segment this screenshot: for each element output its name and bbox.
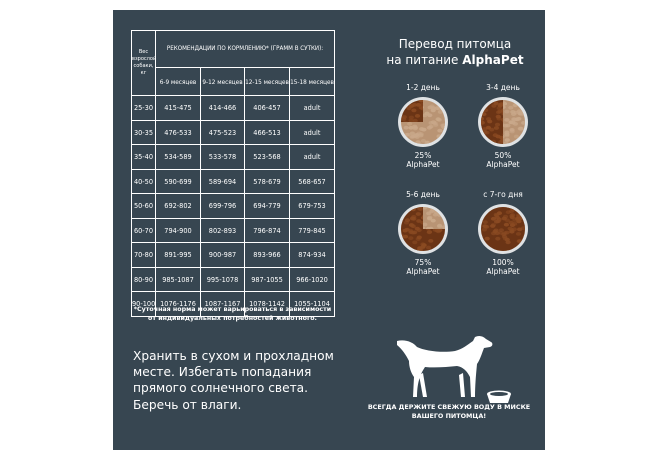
portion-cell: 694-779 [245, 194, 290, 219]
table-row [132, 96, 335, 121]
weight-cell: 30-35 [132, 120, 156, 145]
portion-cell: 900-987 [201, 243, 245, 268]
period-header: 6-9 месяцев [156, 68, 201, 96]
portion-cell: 679-753 [290, 194, 335, 219]
packaging-panel [113, 10, 545, 450]
portion-cell: 995-1078 [201, 267, 245, 292]
weight-cell: 60-70 [132, 218, 156, 243]
transition-title-line2 [365, 52, 545, 68]
period-header-row [132, 68, 335, 96]
portion-cell: adult [290, 120, 335, 145]
stage-percent: 100% [492, 258, 514, 267]
food-bowl-icon [397, 203, 449, 255]
footnote: *Суточная норма может варьироваться в зависимости от индивидуальных потребностей животного. [133, 306, 332, 322]
portion-cell: 578-679 [245, 169, 290, 194]
stage-day-label: 5-6 день [406, 190, 440, 199]
table-row [132, 120, 335, 145]
food-bowl-icon [477, 203, 529, 255]
weight-cell: 70-80 [132, 243, 156, 268]
table-row [132, 194, 335, 219]
feeding-table [131, 30, 335, 317]
period-header: 9-12 месяцев [201, 68, 245, 96]
portion-cell: 779-845 [290, 218, 335, 243]
portion-cell: 590-699 [156, 169, 201, 194]
stage-day-label: 3-4 день [486, 83, 520, 92]
portion-cell: 794-900 [156, 218, 201, 243]
stage-percent: 75% [414, 258, 432, 267]
portion-cell: 523-568 [245, 145, 290, 170]
portion-cell: 1078-1142 [245, 292, 290, 317]
stage-day-label: 1-2 день [406, 83, 440, 92]
transition-stage [463, 190, 543, 276]
portion-cell: 475-523 [201, 120, 245, 145]
weight-cell: 25-30 [132, 96, 156, 121]
portion-cell: 1055-1104 [290, 292, 335, 317]
transition-title-text: на питание [386, 53, 459, 67]
portion-cell: 796-874 [245, 218, 290, 243]
storage-instructions: Хранить в сухом и прохладном месте. Избегать попадания прямого солнечного света. Беречь от влаги. [133, 349, 334, 412]
portion-cell: 1076-1176 [156, 292, 201, 317]
weight-cell: 35-40 [132, 145, 156, 170]
stage-brand: AlphaPet [486, 160, 520, 169]
portion-cell: 568-657 [290, 169, 335, 194]
transition-title-line1: Перевод питомца [398, 37, 512, 51]
portion-cell: 533-578 [201, 145, 245, 170]
transition-title [365, 36, 545, 68]
portion-cell: 476-533 [156, 120, 201, 145]
portion-cell: adult [290, 96, 335, 121]
stage-day-label: с 7-го дня [483, 190, 523, 199]
stage-percent: 50% [494, 151, 512, 160]
portion-cell: 987-1055 [245, 267, 290, 292]
portion-cell: 589-694 [201, 169, 245, 194]
portion-cell: 891-995 [156, 243, 201, 268]
period-header: 15-18 месяцев [290, 68, 335, 96]
portion-cell: 966-1020 [290, 267, 335, 292]
portion-cell: 893-966 [245, 243, 290, 268]
portion-cell: 534-589 [156, 145, 201, 170]
transition-stage [463, 83, 543, 169]
portion-cell: 415-475 [156, 96, 201, 121]
dog-with-bowl-illustration [387, 333, 517, 405]
dog-icon [397, 336, 492, 397]
period-header: 12-15 месяцев [245, 68, 290, 96]
water-bowl-icon [487, 391, 511, 404]
portion-cell: adult [290, 145, 335, 170]
transition-stage [383, 83, 463, 169]
portion-cell: 1087-1167 [201, 292, 245, 317]
portion-cell: 699-796 [201, 194, 245, 219]
table-row [132, 218, 335, 243]
stage-brand: AlphaPet [406, 160, 440, 169]
table-row [132, 267, 335, 292]
portion-cell: 406-457 [245, 96, 290, 121]
weight-cell: 50-60 [132, 194, 156, 219]
table-row [132, 145, 335, 170]
portion-cell: 466-513 [245, 120, 290, 145]
stage-percent: 25% [414, 151, 432, 160]
food-bowl-icon [477, 96, 529, 148]
portion-cell: 874-934 [290, 243, 335, 268]
weight-cell: 90-100 [132, 292, 156, 317]
portion-cell: 414-466 [201, 96, 245, 121]
feeding-table-body [132, 96, 335, 317]
brand-name: AlphaPet [462, 53, 524, 67]
stage-brand: AlphaPet [406, 267, 440, 276]
feeding-header: РЕКОМЕНДАЦИИ ПО КОРМЛЕНИЮ* (ГРАММ В СУТКИ): [156, 31, 335, 68]
stage-brand: AlphaPet [486, 267, 520, 276]
weight-header: Вес взрослой собаки, кг [132, 31, 156, 96]
table-row [132, 169, 335, 194]
portion-cell: 985-1087 [156, 267, 201, 292]
portion-cell: 802-893 [201, 218, 245, 243]
weight-cell: 80-90 [132, 267, 156, 292]
transition-stage [383, 190, 463, 276]
food-bowl-icon [397, 96, 449, 148]
weight-cell: 40-50 [132, 169, 156, 194]
table-row [132, 243, 335, 268]
water-reminder: ВСЕГДА ДЕРЖИТЕ СВЕЖУЮ ВОДУ В МИСКЕ ВАШЕГО ПИТОМЦА! [367, 403, 531, 420]
portion-cell: 692-802 [156, 194, 201, 219]
